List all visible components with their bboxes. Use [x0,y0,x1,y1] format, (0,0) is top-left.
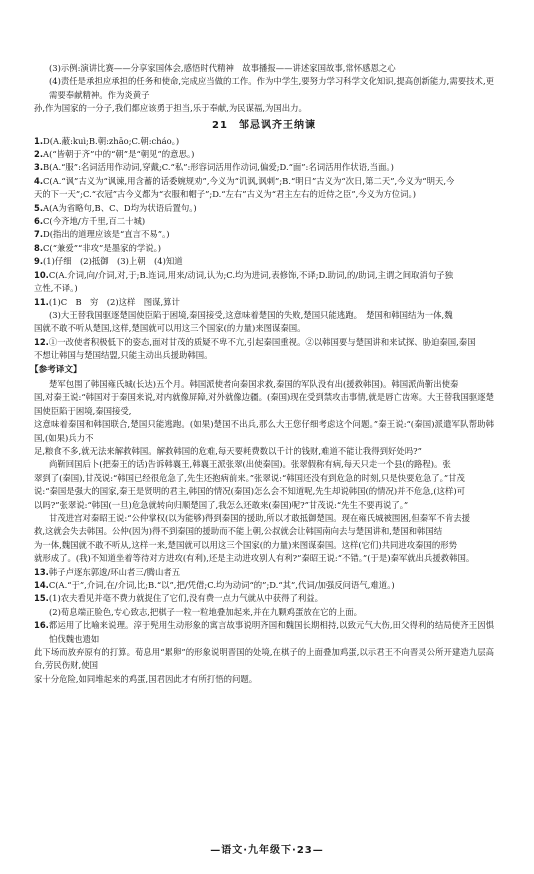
continuation-line: 国就不敢不听从楚国,这样,楚国就可以用这三个国家(的力量)来图谋秦国。 [34,323,306,334]
continuation-line: 家十分危险,如同堆起来的鸡蛋,国君因此才有所打悟的问题。 [34,673,258,684]
item-number: 3. [34,162,44,173]
item-number: 10. [34,269,49,280]
item-number: 4. [34,175,44,186]
item-number: 1. [34,135,44,146]
continuation-line: 救,这就会失去韩国。公仲(因为)得不到秦国的援助而不能上朝,公叔就会让韩国南向去与楚国讲和,楚国和韩国结 [34,526,443,537]
item-text: C(今齐地/方千里,百二十城) [43,216,146,227]
continuation-line: 立性,不译。) [34,283,78,294]
item-number: 15. [34,593,49,604]
item-text: C(A.介词,向/介词,对,于;B.连词,用来/动词,认为;C.均为进词,表修饰,不译;D.助词,的/助词,主谓之间取消句子独 [48,269,454,280]
item-text: (1)C B 穷 (2)这样 图谋,算计 [48,296,180,307]
item-number: 14. [34,580,49,591]
answer-sub-line: (2)荀息端正脸色,专心致志,把棋子一粒一粒地叠加起来,并在九颗鸡蛋放在它的上面。 [49,606,362,617]
item-number: 12. [34,336,49,347]
answer-item [34,592,494,605]
answer-sub-line: (4)责任是承担应承担的任务和使命,完成应当做的工作。作为中学生,要努力学习科学文化知识,提高创新能力,需要技术,更需要奉献精神。作为炎黄子 [49,76,494,100]
item-number: 6. [34,216,44,227]
item-text: C(A.“于”,介词,在/介词,比;B.“以”,把/凭借;C.均为动词“的”;D.“其”,代词/加强反问语气,难道。) [48,580,395,591]
continuation-line: 翠到了(秦国),甘茂说:“韩国已经很危急了,先生还抱病前来。”张翠说:“韩国还没有到危急的时刻,只是快要危急了。”甘茂 [34,472,465,483]
item-text: 都运用了比喻来说理。淳于髡用生动形象的寓言故事说明齐国和魏国长期相持,以致元气大伤,田父得利的结局使齐王因惧怕伐魏也遗如 [48,620,494,644]
section-title: 21 邹忌讽齐王纳谏 [212,119,316,131]
item-text: ①一改使者积极低下的姿态,面对甘茂的质疑不卑不亢,引起秦国重视。②以韩国要与楚国讲和来试探、胁迫秦国,秦国 [48,336,476,347]
item-number: 2. [34,149,44,160]
item-number: 7. [34,229,44,240]
item-text: (1)仔细 (2)抵御 (3)上朝 (4)知道 [43,256,183,267]
item-text: C(“兼爱”“非攻”是墨家的学说。) [43,242,162,253]
item-number: 11. [34,296,49,307]
continuation-line: 以吗?”张翠说:“韩国(一旦)危急就转向归顺楚国了,我怎么还敢来(秦国)呢?”甘茂说:“先生不要再说了。” [34,499,409,510]
answer-item [34,566,494,579]
answer-item [34,202,494,215]
answer-item [34,296,494,309]
item-number: 5. [34,202,44,213]
item-number: 16. [34,620,49,631]
answer-item [34,215,494,228]
continuation-line: 说:“秦国是强大的国家,秦王是贤明的君主,韩国的情况(秦国)怎么会不知道呢,先生却说韩国(的情况)并不危急,(这样)可 [34,486,465,497]
translation-paragraph: 楚军包围了韩国雍氏城(长达)五个月。韩国派使者向秦国求救,秦国的军队没有出(援救韩国)。韩国派尚靳出使秦 [49,378,459,389]
item-text: A(A为省略句,B、C、D均为状语后置句。) [43,202,197,213]
answer-item [34,161,494,174]
item-number: 13. [34,566,49,577]
answer-item [34,619,494,646]
answer-sub-line: (3)示例:演讲比赛——分享家国体会,感悟时代精神 故事播报——讲述家国故事,常怀感恩之心 [49,63,396,73]
item-text: C(A.“讽”古义为“讽谏,用含蓄的话委婉规劝”,今义为“讥讽,讽刺”;B.“明日”古义为“次日,第二天”,今义为“明天,今 [43,175,455,186]
translation-paragraph: 尚靳回国后卜(把秦王的话)告诉韩襄王,韩襄王派张翠(出使秦国)。张翠假称有病,每天只走一个县(的路程)。张 [49,459,451,470]
item-text: (1)农夫看见并毫不费力就捉住了它们,没有费一点力气就从中获得了利益。 [48,593,323,604]
answer-item [34,269,494,282]
item-text: B(A.“服”:名词活用作动词,穿戴;C.“私”:形容词活用作动词,偏爱;D.“面”:名词活用作状语,当面。) [43,162,394,173]
continuation-line: 这意味着秦国和韩国联合,楚国只能逃跑。(如果)楚国不出兵,那么大王您仔细考虑这个问题。”秦王说:“(秦国)派遣军队帮助韩国,(如果)兵力不 [34,419,494,443]
answer-item [34,135,494,148]
translation-paragraph: 甘茂进宫对秦昭王说:“公仲掌权(以为能够)得到秦国的援助,所以才敢抵御楚国。现在雍氏城被围困,但秦军不肯去援 [49,513,470,523]
item-text: 韩子卢逐东郭逡/环山者三/腾山者五 [48,566,181,577]
continuation-line: 孙,作为国家的一分子,我们都应该勇于担当,乐于奉献,为民谋福,为国出力。 [34,103,307,114]
answer-item [34,175,494,188]
answer-sub-line: (3)大王替我国驱逐楚国使臣陷于困境,秦国接受,这意味着楚国的失败,楚国只能逃跑。 楚国和韩国结为一体,魏 [49,309,453,320]
continuation-line: 不想让韩国与楚国结盟,只能主动出兵援助韩国。 [34,350,213,361]
continuation-line: 天的下一天”;C.“衣冠”古今义都为“衣服和帽子”;D.“左右”古义为“君主左右的近侍之臣”,今义为方位词。) [34,189,417,200]
continuation-line: 就形成了。(我)不知道坐着等待对方进攻(有利),还是主动进攻别人有利?”秦昭王说:“不错。”(于是)秦军就出兵援救韩国。 [34,553,475,564]
continuation-line: 足,粮食不多,就无法来解救韩国。解救韩国的危难,每天要耗费数以千计的钱财,难道不能让我得到好处吗?” [34,445,422,456]
answer-content [30,62,494,686]
answer-item [34,228,494,241]
item-text: D(指出的道理应该是“直言不易”。) [43,229,170,240]
answer-item [34,336,494,349]
continuation-line: 为一体,魏国就不敢不听从,这样一来,楚国就可以用这三个国家(的力量)来图谋秦国。这样(它们)共同进攻秦国的形势 [34,539,458,550]
continuation-line: 此下场而放弃原有的打算。荀息用“累卵”的形象说明晋国的处境,在棋子的上面叠加鸡蛋,以示君王不向晋灵公所开建造九层高台,劳民伤财,使国 [34,647,494,671]
answer-item [34,148,494,161]
reference-translation-heading: 【参考译文】 [30,364,82,375]
page-footer: —语文·九年级下·23— [210,845,324,856]
item-text: A(“皆朝于齐”中的“朝”是“朝见”的意思。) [43,149,195,160]
item-text: D(A.蔽:kuì;B.朝:zhāo;C.朝:cháo。) [43,135,180,146]
answer-item [34,255,494,268]
continuation-line: 国,对秦王说:“韩国对于秦国来说,对内就像屏障,对外就像边疆。(秦国)现在受到禁攻击事情,就是唇亡齿寒。大王替我国驱逐楚国使臣陷于困境,秦国接受, [34,392,494,416]
item-number: 9. [34,256,44,267]
answer-item [34,579,494,592]
item-number: 8. [34,242,44,253]
answer-item [34,242,494,255]
